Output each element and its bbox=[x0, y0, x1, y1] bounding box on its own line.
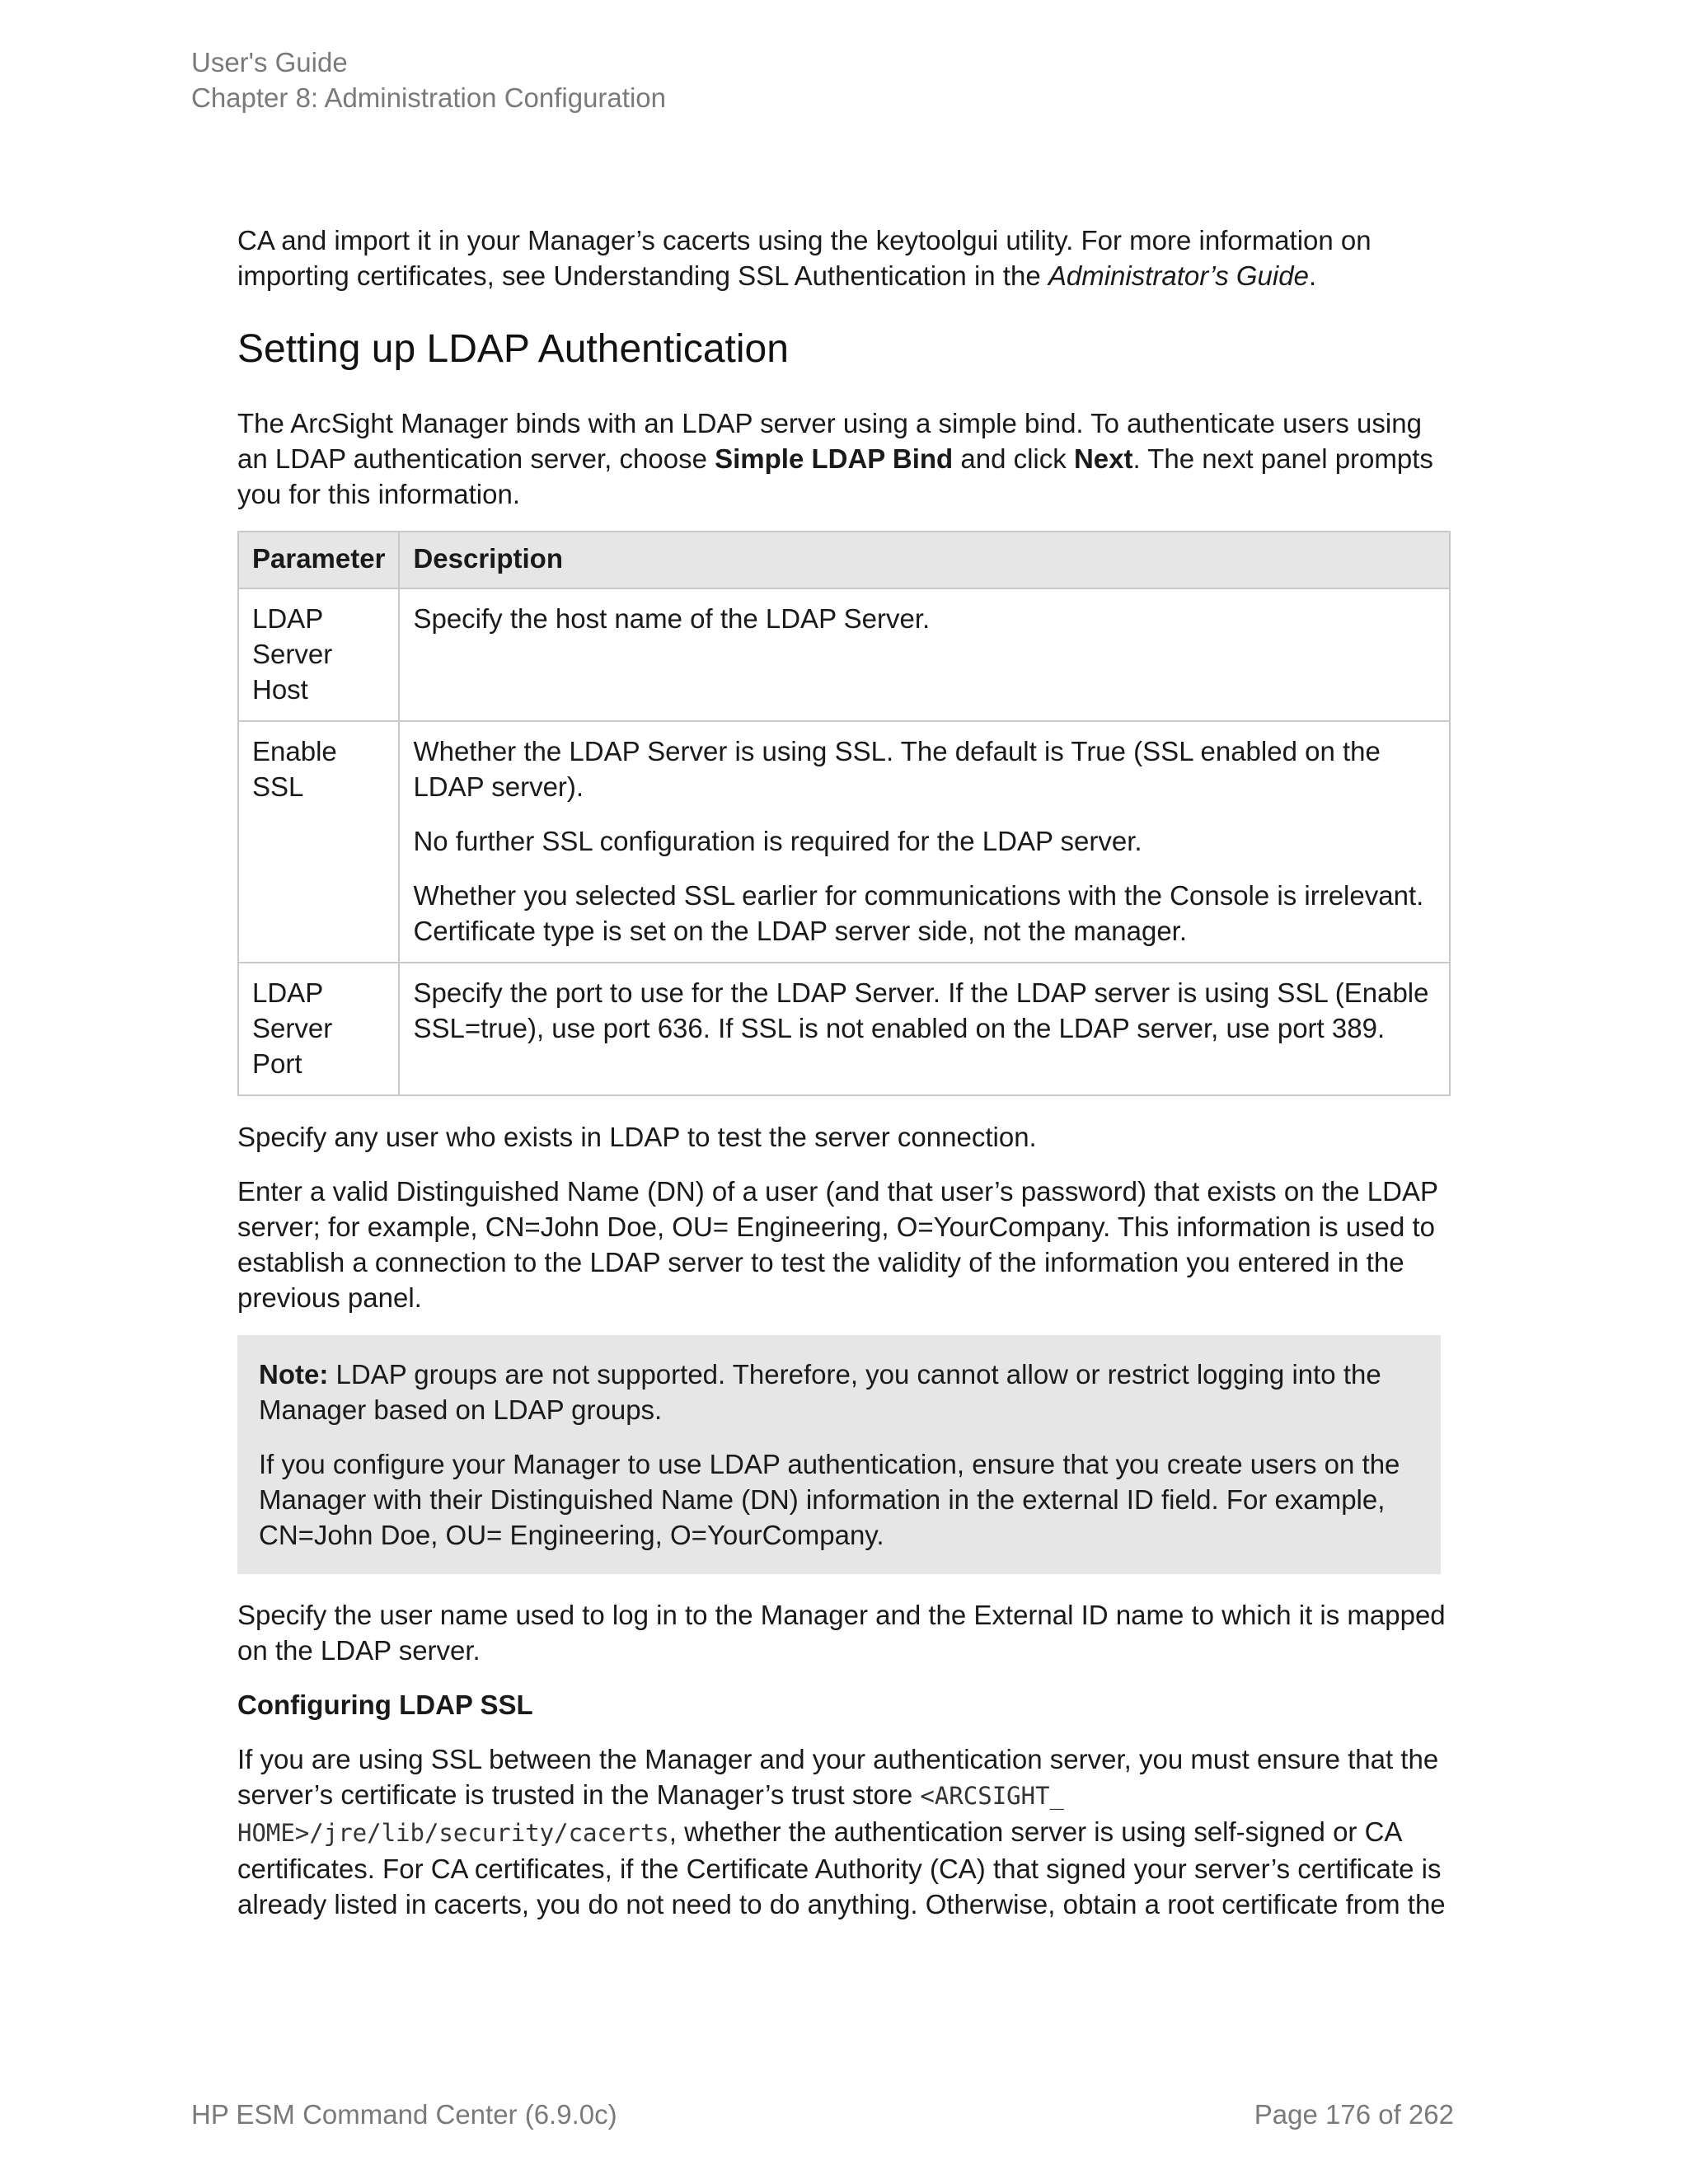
desc-cell: Specify the port to use for the LDAP Server. If the LDAP server is using SSL (Enable SSL=true), use port 636. If SSL is not enabled on the LDAP server, use port 389. bbox=[399, 963, 1450, 1095]
footer-product: HP ESM Command Center (6.9.0c) bbox=[191, 2099, 617, 2130]
intro-paragraph: CA and import it in your Manager’s cacerts using the keytoolgui utility. For more information on importing certificates, see Understanding SSL Authentication in the Administrator’s Guide. bbox=[237, 225, 1372, 291]
test-user-paragraph: Specify any user who exists in LDAP to test the server connection. bbox=[237, 1122, 1037, 1152]
footer-page-number: Page 176 of 262 bbox=[1254, 2099, 1454, 2130]
desc-cell: Specify the host name of the LDAP Server. bbox=[399, 588, 1450, 721]
cacerts-path-part2: HOME>/jre/lib/security/cacerts bbox=[237, 1819, 669, 1847]
column-header-description: Description bbox=[399, 532, 1450, 588]
ssl-paragraph: If you are using SSL between the Manager and your authentication server, you must ensure that the server’s certificate is trusted in the Manager’s trust store <ARCSIGHT_ HOME>/jre/lib/security/cacerts, whether the authentication server is using self-signed or CA certificates. For CA certificates, if the Certificate Authority (CA) that signed your server’s certificate is already listed in cacerts, you do not need to do anything. Otherwise, obtain a root certificate from the bbox=[237, 1744, 1446, 1919]
guide-title: Administrator’s Guide bbox=[1048, 260, 1309, 291]
table-row bbox=[238, 721, 1450, 963]
desc-cell: Whether the LDAP Server is using SSL. The default is True (SSL enabled on the LDAP server). No further SSL configuration is required for the LDAP server. Whether you selected SSL earlier for communications with the Console is irrelevant. Certificate type is set on the LDAP server side, not the manager. bbox=[399, 721, 1450, 963]
table-row bbox=[238, 588, 1450, 721]
section-heading: Setting up LDAP Authentication bbox=[237, 327, 789, 371]
doc-title: User's Guide bbox=[191, 47, 348, 77]
cacerts-path-part1: <ARCSIGHT_ bbox=[920, 1782, 1065, 1810]
chapter-title: Chapter 8: Administration Configuration bbox=[191, 82, 666, 113]
ldap-bind-paragraph: The ArcSight Manager binds with an LDAP server using a simple bind. To authenticate users using an LDAP authentication server, choose Simple LDAP Bind and click Next. The next panel prompts you for this information. bbox=[237, 408, 1433, 509]
table-row bbox=[238, 963, 1450, 1095]
param-cell: Enable SSL bbox=[238, 721, 399, 963]
note-box: Note: LDAP groups are not supported. Therefore, you cannot allow or restrict logging into the Manager based on LDAP groups. If you configure your Manager to use LDAP authentication, ensure that you create users on the Manager with their Distinguished Name (DN) information in the external ID field. For example, CN=John Doe, OU= Engineering, O=YourCompany. bbox=[237, 1335, 1441, 1574]
simple-ldap-bind-term: Simple LDAP Bind bbox=[715, 443, 954, 474]
param-cell: LDAP Server Port bbox=[238, 963, 399, 1095]
column-header-parameter: Parameter bbox=[238, 532, 399, 588]
page-content bbox=[237, 223, 1449, 1941]
dn-paragraph: Enter a valid Distinguished Name (DN) of a user (and that user’s password) that exists on the LDAP server; for example, CN=John Doe, OU= Engineering, O=YourCompany. This information is used to establish a connection to the LDAP server to test the validity of the information you entered in the previous panel. bbox=[237, 1176, 1438, 1313]
next-term: Next bbox=[1073, 443, 1133, 474]
note-label: Note: bbox=[259, 1359, 329, 1390]
running-header bbox=[191, 45, 666, 115]
table-header-row bbox=[238, 532, 1450, 588]
username-paragraph: Specify the user name used to log in to the Manager and the External ID name to which it is mapped on the LDAP server. bbox=[237, 1600, 1446, 1666]
param-cell: LDAP Server Host bbox=[238, 588, 399, 721]
subheading: Configuring LDAP SSL bbox=[237, 1690, 533, 1720]
parameter-table bbox=[237, 531, 1451, 1096]
